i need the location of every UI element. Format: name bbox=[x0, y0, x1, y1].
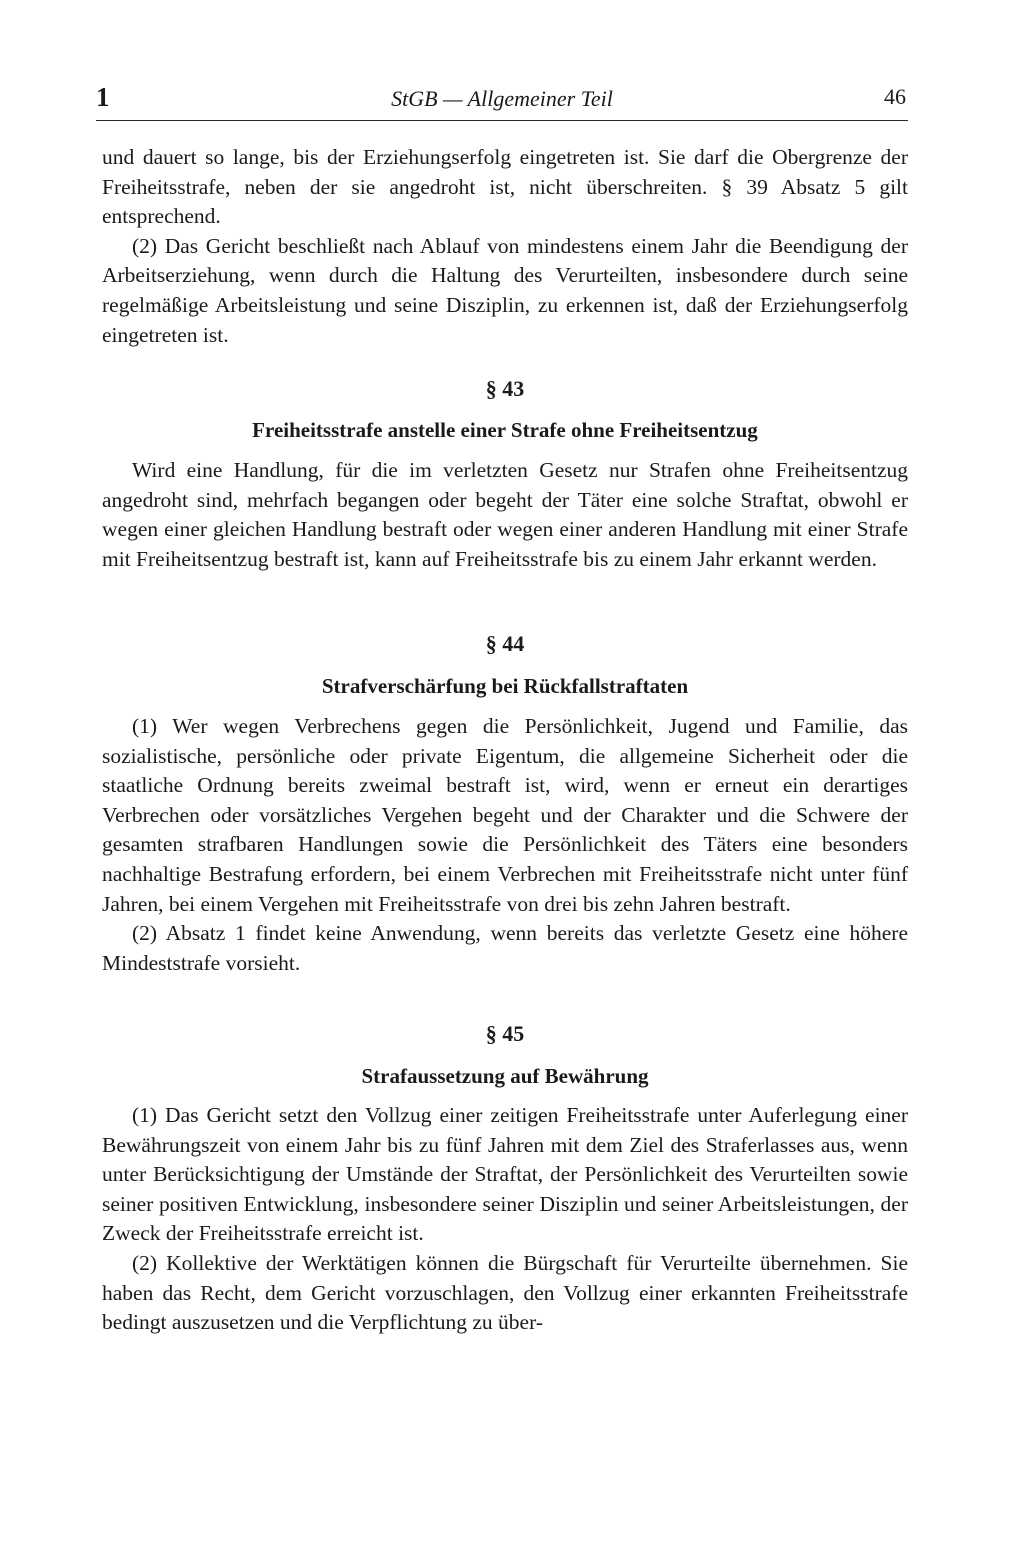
running-head bbox=[96, 80, 908, 121]
running-title: StGB — Allgemeiner Teil bbox=[391, 86, 613, 111]
section-45-title: Strafaussetzung auf Bewährung bbox=[361, 1064, 649, 1088]
chapter-number: 1 bbox=[96, 82, 110, 112]
section-43-body bbox=[102, 456, 908, 574]
page-number: 46 bbox=[884, 84, 906, 109]
section-45-body bbox=[102, 1101, 908, 1338]
section-43-number: § 43 bbox=[485, 376, 525, 401]
section-44-number: § 44 bbox=[485, 631, 525, 656]
section-45-number: § 45 bbox=[485, 1021, 525, 1046]
section-44-title: Strafverschärfung bei Rückfallstraftaten bbox=[321, 674, 689, 698]
continued-paragraph: und dauert so lange, bis der Erziehungserfolg eingetreten ist. Sie darf die Obergrenze der Freiheitsstrafe, neben der sie angedroht ist, nicht überschreiten. § 39 Absatz 5 gilt entsprechend. bbox=[102, 145, 908, 229]
paragraph-2: (2) Das Gericht beschließt nach Ablauf von mindestens einem Jahr die Beendigung der Arbeitserziehung, wenn durch die Haltung des Verurteilten, insbesondere durch seine regelmäßige Arbeitsleistung und seine Disziplin, zu erkennen ist, daß der Erziehungserfolg eingetreten ist. bbox=[102, 233, 908, 347]
continued-paragraphs bbox=[102, 143, 908, 350]
section-43-title: Freiheitsstrafe anstelle einer Strafe ohne Freiheitsentzug bbox=[252, 418, 758, 442]
section-45-paragraph-2: (2) Kollektive der Werktätigen können die Bürgschaft für Verurteilte übernehmen. Sie haben das Recht, dem Gericht vorzuschlagen, den Vollzug einer erkannten Freiheitsstrafe bedingt auszusetzen und die Verpflichtung zu über- bbox=[102, 1250, 908, 1335]
section-44-paragraph-2: (2) Absatz 1 findet keine Anwendung, wenn bereits das verletzte Gesetz eine höhere Mindeststrafe vorsieht. bbox=[102, 921, 908, 975]
section-43-paragraph: Wird eine Handlung, für die im verletzten Gesetz nur Strafen ohne Freiheitsentzug angedroht sind, mehrfach begangen oder begeht der Täter eine solche Straftat, obwohl er wegen einer gleichen Handlung bestraft oder wegen einer anderen Handlung mit einer Strafe mit Freiheitsentzug bestraft ist, kann auf Freiheitsstrafe bis zu einem Jahr erkannt werden. bbox=[102, 458, 908, 571]
section-44-body bbox=[102, 712, 908, 978]
section-45-paragraph-1: (1) Das Gericht setzt den Vollzug einer zeitigen Freiheitsstrafe unter Auferlegung einer Bewährungszeit von einem Jahr bis zu fünf Jahren mit dem Ziel des Straferlasses aus, wenn unter Berücksichtigung der Umstände der Straftat, der Persönlichkeit des Verurteilten sowie seiner positiven Entwicklung, insbesondere seiner Disziplin und seiner Arbeitsleistungen, der Zweck der Freiheitsstrafe erreicht ist. bbox=[102, 1103, 908, 1246]
section-44-paragraph-1: (1) Wer wegen Verbrechens gegen die Persönlichkeit, Jugend und Familie, das sozialistische, persönliche oder private Eigentum, die allgemeine Sicherheit oder die staatliche Ordnung bereits zweimal bestraft ist, wird, wenn er erneut ein derartiges Verbrechen oder vorsätzliches Vergehen begeht und der Charakter und die Schwere der gesamten strafbaren Handlungen sowie die Persönlichkeit des Täters eine besonders nachhaltige Bestrafung erfordern, bei einem Verbrechen mit Freiheitsstrafe nicht unter fünf Jahren, bei einem Vergehen mit Freiheitsstrafe von drei bis zehn Jahren bestraft. bbox=[102, 714, 908, 916]
